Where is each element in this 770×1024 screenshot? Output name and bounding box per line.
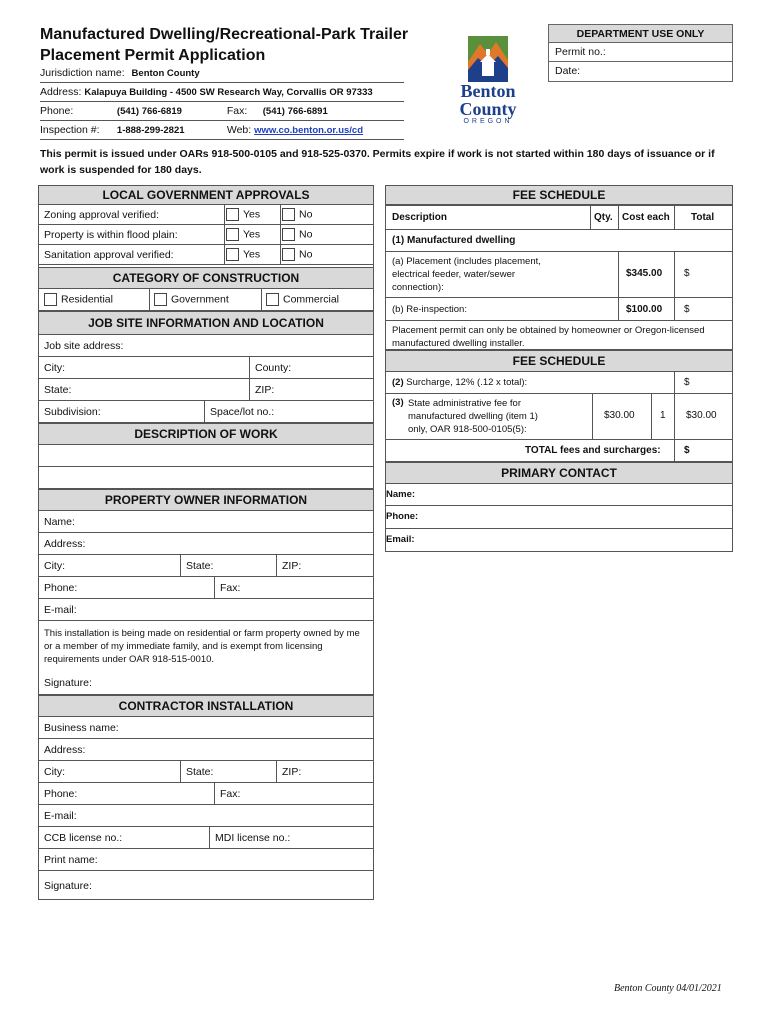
- surcharge-table: [385, 372, 733, 462]
- approval-label: Property is within flood plain:: [44, 228, 178, 241]
- fee-col-total: Total: [691, 212, 715, 223]
- owner-email-field[interactable]: E-mail:: [38, 599, 374, 621]
- jobsite-zip-field[interactable]: ZIP:: [255, 383, 275, 396]
- logo-wordmark: [450, 82, 526, 118]
- owner-city-row: [38, 555, 374, 577]
- surcharge-total[interactable]: $: [684, 377, 690, 388]
- approval-row-zoning: [38, 205, 374, 225]
- work-description-line[interactable]: [38, 467, 374, 489]
- fee-placement-row: [386, 252, 732, 298]
- owner-divider: [180, 555, 181, 577]
- inspection-line: [40, 122, 404, 140]
- owner-heading: PROPERTY OWNER INFORMATION: [38, 489, 374, 511]
- owner-phone-row: [38, 577, 374, 599]
- address-label: Address:: [40, 86, 82, 98]
- commercial-option: [266, 293, 339, 306]
- owner-divider: [214, 577, 215, 599]
- jobsite-divider: [204, 401, 205, 423]
- owner-city-field[interactable]: City:: [44, 559, 65, 572]
- surcharge-divider: [592, 394, 593, 440]
- form-title: [40, 24, 420, 66]
- fee-reinspection-total[interactable]: $: [684, 304, 690, 315]
- web-label: Web:: [226, 124, 252, 136]
- approval-no-option: [282, 248, 312, 261]
- contractor-state-field[interactable]: State:: [186, 765, 214, 778]
- residential-label: Residential: [61, 293, 113, 306]
- fee-schedule-heading: FEE SCHEDULE: [385, 185, 733, 205]
- no-checkbox[interactable]: [282, 208, 295, 221]
- total-fees-label: TOTAL fees and surcharges:: [525, 445, 661, 456]
- fax-label: Fax:: [226, 105, 248, 117]
- total-fees-value[interactable]: $: [684, 445, 690, 456]
- contractor-heading: CONTRACTOR INSTALLATION: [38, 695, 374, 717]
- contact-phone-field[interactable]: Phone:: [386, 506, 732, 529]
- approval-label: Zoning approval verified:: [44, 208, 159, 221]
- subdivision-field[interactable]: Subdivision:: [44, 405, 101, 418]
- primary-contact-heading: PRIMARY CONTACT: [385, 462, 733, 484]
- owner-zip-field[interactable]: ZIP:: [282, 559, 302, 572]
- department-use-title: DEPARTMENT USE ONLY: [549, 25, 732, 43]
- construction-divider: [261, 289, 262, 311]
- web-link[interactable]: www.co.benton.or.us/cd: [254, 125, 364, 136]
- approval-no-option: [282, 228, 312, 241]
- construction-options: [38, 289, 374, 311]
- contractor-print-name-field[interactable]: Print name:: [38, 849, 374, 871]
- primary-contact-table: [385, 484, 733, 552]
- owner-divider: [276, 555, 277, 577]
- approval-yes-option: [226, 248, 260, 261]
- approval-no-option: [282, 208, 312, 221]
- contractor-email-field[interactable]: E-mail:: [38, 805, 374, 827]
- surcharge-text: Surcharge, 12% (.12 x total):: [406, 377, 528, 388]
- logo-word-county: County: [459, 99, 517, 119]
- approval-divider: [280, 205, 281, 265]
- no-label: No: [299, 208, 313, 221]
- contact-email-field[interactable]: Email:: [386, 534, 415, 545]
- fee-col-cost: Cost each: [622, 212, 670, 223]
- no-checkbox[interactable]: [282, 228, 295, 241]
- jobsite-heading: JOB SITE INFORMATION AND LOCATION: [38, 311, 374, 335]
- no-label: No: [299, 248, 313, 261]
- contractor-divider: [214, 783, 215, 805]
- yes-label: Yes: [243, 208, 261, 221]
- contractor-divider: [276, 761, 277, 783]
- fee-section-1-row: [386, 230, 732, 252]
- owner-exemption-statement: This installation is being made on residential or farm property owned by me or a member of my immediate family, and is exempt from licensing requirements under OAR 918-515-0010.: [44, 628, 360, 665]
- contractor-phone-field[interactable]: Phone:: [44, 787, 78, 800]
- jobsite-city-county-row: [38, 357, 374, 379]
- approval-label: Sanitation approval verified:: [44, 248, 174, 261]
- yes-label: Yes: [243, 228, 261, 241]
- inspection-value: 1-888-299-2821: [116, 125, 185, 136]
- permit-number-field[interactable]: Permit no.:: [549, 43, 732, 62]
- logo-word-benton: Benton: [460, 81, 516, 101]
- state-fee-cost: $30.00: [604, 410, 635, 421]
- surcharge-number: (2): [392, 377, 404, 388]
- owner-exemption-block: [38, 621, 374, 695]
- approval-row-flood: [38, 225, 374, 245]
- permit-notice: This permit is issued under OARs 918-500-0105 and 918-525-0370. Permits expire if work is not started within 180 days of issuance or if work is suspended for 180 days.: [40, 148, 715, 176]
- contractor-phone-row: [38, 783, 374, 805]
- approvals-table: [38, 205, 374, 265]
- phone-line: [40, 103, 404, 121]
- fee-reinspection-row: [386, 298, 732, 321]
- logo-mountain-icon: [448, 32, 528, 82]
- fee-divider: [590, 206, 591, 230]
- no-label: No: [299, 228, 313, 241]
- title-line-1: Manufactured Dwelling/Recreational-Park Trailer: [40, 26, 409, 43]
- address-line: [40, 84, 404, 102]
- fee-schedule-heading-2: FEE SCHEDULE: [385, 350, 733, 372]
- title-line-2: Placement Permit Application: [40, 47, 266, 64]
- yes-label: Yes: [243, 248, 261, 261]
- fee-table-header: [386, 206, 732, 230]
- contractor-zip-field[interactable]: ZIP:: [282, 765, 302, 778]
- commercial-checkbox[interactable]: [266, 293, 279, 306]
- fee-col-description: Description: [392, 212, 448, 223]
- jurisdiction-label: Jurisdiction name:: [40, 67, 125, 79]
- department-use-box: [548, 24, 733, 82]
- state-fee-total: $30.00: [686, 410, 717, 421]
- jobsite-county-field[interactable]: County:: [255, 361, 292, 374]
- construction-divider: [149, 289, 150, 311]
- fee-divider: [618, 206, 619, 230]
- no-checkbox[interactable]: [282, 248, 295, 261]
- state-fee-label: State administrative fee for manufactured dwelling (item 1) only, OAR 918-500-0105(5):: [408, 398, 538, 435]
- contact-name-field[interactable]: Name:: [386, 484, 732, 506]
- jobsite-subdivision-row: [38, 401, 374, 423]
- contractor-divider: [209, 827, 210, 849]
- form-revision-footer: Benton County 04/01/2021: [614, 983, 722, 994]
- date-field[interactable]: Date:: [555, 65, 581, 77]
- contractor-license-row: [38, 827, 374, 849]
- jurisdiction-line: [40, 65, 404, 83]
- fee-reinspection-cost: $100.00: [626, 304, 663, 315]
- approval-yes-option: [226, 208, 260, 221]
- jobsite-state-zip-row: [38, 379, 374, 401]
- phone-value: (541) 766-6819: [116, 106, 182, 117]
- owner-signature-field[interactable]: Signature:: [44, 677, 92, 689]
- owner-phone-field[interactable]: Phone:: [44, 581, 78, 594]
- space-lot-field[interactable]: Space/lot no.:: [210, 405, 275, 418]
- approval-divider: [224, 205, 225, 265]
- commercial-label: Commercial: [283, 293, 340, 306]
- construction-heading: CATEGORY OF CONSTRUCTION: [38, 267, 374, 289]
- fee-reinspection-label: (b) Re-inspection:: [392, 304, 467, 315]
- approvals-heading: LOCAL GOVERNMENT APPROVALS: [38, 185, 374, 205]
- state-fee-row: [386, 394, 732, 440]
- state-fee-number: (3): [392, 397, 404, 408]
- work-description-line[interactable]: [38, 445, 374, 467]
- inspection-label: Inspection #:: [40, 124, 100, 136]
- fee-table: [385, 205, 733, 350]
- fax-value: (541) 766-6891: [262, 106, 328, 117]
- owner-address-field[interactable]: Address:: [38, 533, 374, 555]
- state-fee-qty: 1: [660, 410, 666, 421]
- owner-name-field[interactable]: Name:: [38, 511, 374, 533]
- approval-yes-option: [226, 228, 260, 241]
- contractor-business-field[interactable]: Business name:: [38, 717, 374, 739]
- fee-note: Placement permit can only be obtained by homeowner or Oregon-licensed manufactured dwelling installer.: [392, 325, 705, 349]
- contractor-divider: [180, 761, 181, 783]
- contractor-city-row: [38, 761, 374, 783]
- logo-state: OREGON: [463, 118, 513, 125]
- contractor-fax-field[interactable]: Fax:: [220, 787, 241, 800]
- surcharge-divider: [674, 372, 675, 462]
- surcharge-divider: [651, 394, 652, 440]
- fee-divider: [674, 206, 675, 230]
- mdi-license-field[interactable]: MDI license no.:: [215, 831, 291, 844]
- fee-divider: [618, 252, 619, 321]
- jobsite-state-field[interactable]: State:: [44, 383, 72, 396]
- government-label: Government: [171, 293, 229, 306]
- jurisdiction-value: Benton County: [131, 68, 200, 79]
- contractor-signature-field[interactable]: Signature:: [44, 879, 92, 892]
- ccb-license-field[interactable]: CCB license no.:: [44, 831, 123, 844]
- fee-section-1-label: (1) Manufactured dwelling: [392, 235, 516, 246]
- yes-checkbox[interactable]: [226, 208, 239, 221]
- residential-checkbox[interactable]: [44, 293, 57, 306]
- total-fees-row: [386, 440, 732, 462]
- fee-placement-label: (a) Placement (includes placement, electrical feeder, water/sewer connection):: [392, 256, 541, 293]
- government-option: [154, 293, 229, 306]
- fee-placement-total[interactable]: $: [684, 268, 690, 279]
- address-value: Kalapuya Building - 4500 SW Research Way, Corvallis OR 97333: [84, 87, 373, 98]
- owner-state-field[interactable]: State:: [186, 559, 214, 572]
- surcharge-label: [392, 377, 527, 388]
- yes-checkbox[interactable]: [226, 228, 239, 241]
- yes-checkbox[interactable]: [226, 248, 239, 261]
- surcharge-row: [386, 372, 732, 394]
- jobsite-city-field[interactable]: City:: [44, 361, 65, 374]
- fee-col-qty: Qty.: [594, 212, 613, 223]
- jobsite-address-field[interactable]: Job site address:: [38, 335, 374, 357]
- phone-label: Phone:: [40, 105, 74, 117]
- work-heading: DESCRIPTION OF WORK: [38, 423, 374, 445]
- government-checkbox[interactable]: [154, 293, 167, 306]
- fee-placement-cost: $345.00: [626, 268, 663, 279]
- owner-fax-field[interactable]: Fax:: [220, 581, 241, 594]
- contractor-city-field[interactable]: City:: [44, 765, 65, 778]
- approval-row-sanitation: [38, 245, 374, 265]
- residential-option: [44, 293, 113, 306]
- contractor-address-field[interactable]: Address:: [38, 739, 374, 761]
- fee-divider: [674, 252, 675, 321]
